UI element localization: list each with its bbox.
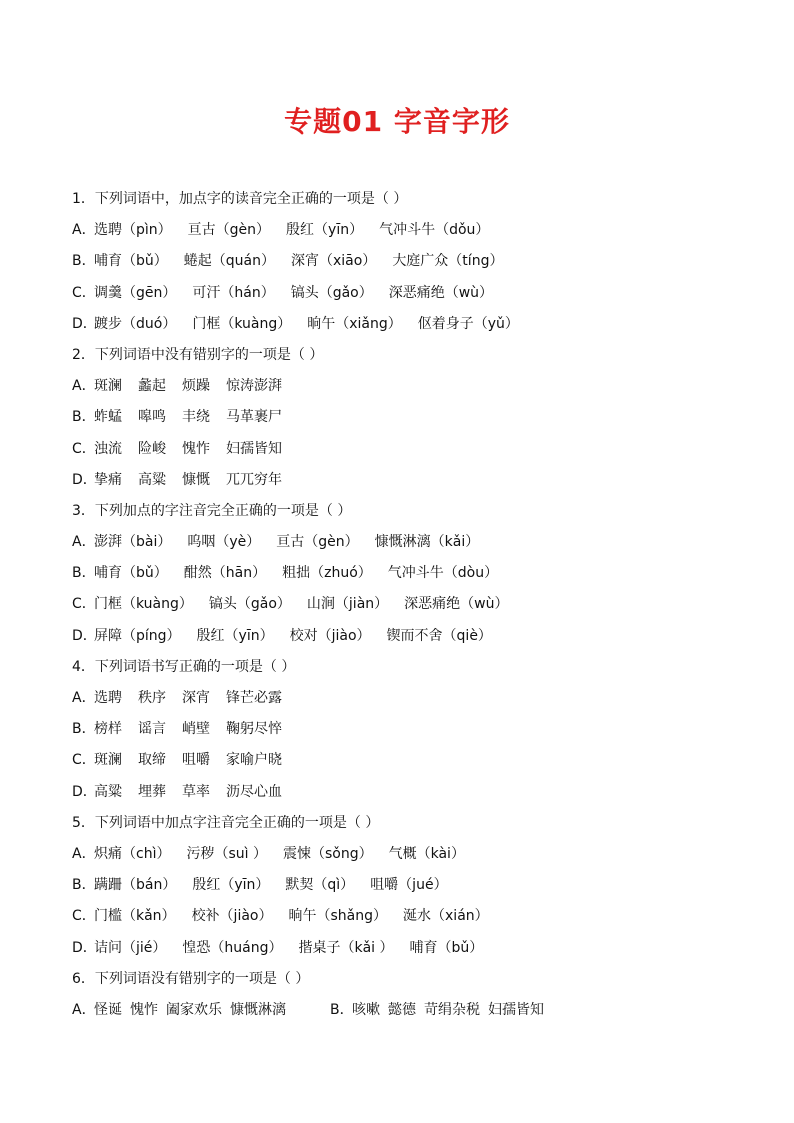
option-word: 呜咽（yè） — [187, 534, 261, 551]
option-word: 草率 — [182, 783, 210, 800]
option-label: C． — [72, 908, 96, 925]
option-word: 澎湃（bài） — [94, 534, 172, 551]
option-word: 险峻 — [138, 440, 166, 457]
option-word: 埋葬 — [138, 783, 166, 800]
option-word: 蜷起（quán） — [183, 253, 275, 270]
option-word: 气冲斗牛（dòu） — [387, 565, 499, 582]
option-label: A． — [72, 534, 96, 551]
option-c — [72, 589, 732, 620]
option-word: 浊流 — [94, 440, 122, 457]
option-label: D． — [72, 315, 97, 332]
option-word: 哺育（bǔ） — [94, 253, 168, 270]
option-d — [72, 777, 732, 808]
question-stem: 1．下列词语中，加点字的读音完全正确的一项是（ ） — [72, 191, 408, 207]
option-word: 选聘 — [94, 690, 122, 706]
option-word: 锲而不舍（qiè） — [386, 627, 492, 644]
option-word: 门框（kuàng） — [192, 315, 292, 332]
option-word: 鞠躬尽悴 — [226, 721, 282, 738]
option-d — [72, 621, 732, 652]
option-word: 阖家欢乐 — [166, 1001, 222, 1018]
option-word: 哺育（bǔ） — [94, 565, 168, 582]
option-c — [72, 278, 732, 309]
option-a — [72, 839, 732, 870]
option-word: 镐头（gǎo） — [208, 596, 291, 613]
option-d — [72, 465, 732, 496]
question-stem: 3．下列加点的字注音完全正确的一项是（ ） — [72, 502, 352, 519]
option-word: 震悚（sǒng） — [282, 845, 373, 862]
question-stem: 6．下列词语没有错别字的一项是（ ） — [72, 970, 310, 987]
option-word: 斑澜 — [94, 752, 122, 769]
option-a — [72, 215, 732, 246]
option-word: 秩序 — [138, 690, 166, 706]
option-word: 懿德 — [388, 1001, 416, 1018]
option-label: D． — [72, 939, 97, 956]
question-stem: 4．下列词语书写正确的一项是（ ） — [72, 658, 296, 675]
option-word: 大庭广众（tíng） — [392, 253, 504, 270]
question-list — [72, 184, 732, 1026]
option-word: 蹒跚（bán） — [94, 877, 177, 894]
option-word: 门槛（kǎn） — [94, 908, 176, 925]
option-word: 伛着身子（yǔ） — [417, 315, 519, 332]
option-word: 诘问（jié） — [94, 939, 167, 956]
option-word: 取缔 — [138, 752, 166, 769]
option-b — [72, 870, 732, 901]
option-label: B． — [72, 253, 96, 270]
option-word: 兀兀穷年 — [226, 471, 282, 488]
option-word: 愧怍 — [130, 1001, 158, 1018]
option-d — [72, 933, 732, 964]
option-word: 蠡起 — [138, 378, 166, 395]
option-row-ab — [72, 995, 732, 1026]
option-word: 妇孺皆知 — [226, 440, 282, 457]
option-label: C． — [72, 596, 96, 613]
option-label: B． — [72, 409, 96, 426]
option-word: 斑澜 — [94, 378, 122, 395]
option-word: 晌午（shǎng） — [288, 908, 388, 925]
option-label: B． — [72, 565, 96, 582]
option-word: 马革裹尸 — [226, 409, 282, 426]
option-word: 烦躁 — [182, 378, 210, 395]
option-word: 可汗（hán） — [192, 284, 275, 301]
option-word: 深恶痛绝（wù） — [388, 284, 494, 301]
option-word: 慷慨 — [182, 471, 210, 488]
option-label: A． — [72, 1001, 96, 1018]
option-label: B． — [72, 721, 96, 738]
option-word: 锋芒必露 — [226, 690, 282, 706]
option-label: D． — [72, 471, 97, 488]
option-b — [72, 246, 732, 277]
option-word: 调羹（gēn） — [94, 284, 177, 301]
option-label: B． — [72, 877, 96, 894]
option-word: 苛绢杂税 — [424, 1001, 480, 1018]
option-word: 家喻户晓 — [226, 752, 282, 769]
option-d — [72, 309, 732, 340]
option-c — [72, 901, 732, 932]
option-word: 哺育（bǔ） — [409, 939, 484, 956]
option-label: A． — [72, 845, 96, 862]
option-word: 山涧（jiàn） — [306, 596, 389, 613]
option-word: 惶恐（huáng） — [182, 939, 283, 956]
option-word: 屏障（píng） — [94, 627, 181, 644]
option-b — [72, 402, 732, 433]
option-word: 嗥鸣 — [138, 409, 166, 426]
option-label: A． — [72, 378, 96, 395]
option-word: 深恶痛绝（wù） — [404, 596, 509, 613]
option-label: D． — [72, 783, 97, 800]
option-word: 蚱蜢 — [94, 409, 122, 426]
option-word: 亘古（gèn） — [187, 222, 271, 239]
option-word: 揩桌子（kǎi ） — [298, 939, 394, 956]
option-word: 气冲斗牛（dǒu） — [379, 222, 490, 239]
option-word: 殷红（yīn） — [196, 627, 274, 644]
option-label: C． — [72, 440, 96, 457]
option-a — [72, 527, 732, 558]
option-label: D． — [72, 627, 97, 644]
option-word: 炽痛（chì） — [94, 845, 171, 862]
option-word: 咳嗽 — [352, 1001, 380, 1018]
option-word: 镐头（gǎo） — [290, 284, 373, 301]
option-word: 挚痛 — [94, 471, 122, 488]
option-word: 咀嚼（jué） — [370, 877, 448, 894]
option-b — [72, 714, 732, 745]
option-word: 亘古（gèn） — [276, 534, 359, 551]
option-word: 污秽（suì ） — [186, 845, 267, 862]
option-word: 殷红（yīn） — [192, 877, 270, 894]
question-stem: 2．下列词语中没有错别字的一项是（ ） — [72, 346, 324, 363]
option-a — [72, 683, 732, 714]
option-word: 高粱 — [138, 471, 166, 488]
page-title: 专题01 字音字形 — [284, 105, 510, 138]
option-word: 咀嚼 — [182, 752, 210, 769]
option-label: C． — [72, 752, 96, 769]
option-word: 涎水（xián） — [403, 908, 489, 925]
option-word: 愧怍 — [182, 440, 210, 457]
option-c — [72, 434, 732, 465]
question-stem: 5．下列词语中加点字注音完全正确的一项是（ ） — [72, 814, 380, 831]
option-a — [72, 371, 732, 402]
option-word: 深宵（xiāo） — [290, 253, 377, 270]
option-word: 酣然（hān） — [183, 565, 267, 582]
option-word: 慷慨淋漓 — [230, 1001, 286, 1018]
option-word: 谣言 — [138, 721, 166, 738]
option-label: A． — [72, 690, 96, 706]
option-word: 校补（jiào） — [191, 908, 273, 925]
option-label: A． — [72, 222, 96, 239]
option-word: 粗拙（zhuó） — [282, 565, 372, 582]
option-word: 峭壁 — [182, 721, 210, 738]
option-word: 默契（qì） — [285, 877, 355, 894]
option-word: 深宵 — [182, 690, 210, 706]
option-c — [72, 745, 732, 776]
option-word: 门框（kuàng） — [94, 596, 193, 613]
option-word: 选聘（pìn） — [94, 222, 172, 239]
option-label: B． — [330, 1001, 354, 1018]
option-word: 校对（jiào） — [289, 627, 371, 644]
option-word: 惊涛澎湃 — [226, 378, 282, 395]
option-word: 晌午（xiǎng） — [307, 315, 402, 332]
option-word: 高粱 — [94, 783, 122, 800]
option-label: C． — [72, 284, 96, 301]
option-word: 怪诞 — [94, 1001, 122, 1018]
option-word: 妇孺皆知 — [488, 1001, 544, 1018]
option-word: 殷红（yīn） — [286, 222, 364, 239]
option-word: 踱步（duó） — [94, 315, 177, 332]
option-word: 榜样 — [94, 721, 122, 738]
option-word: 沥尽心血 — [226, 783, 282, 800]
option-b — [72, 558, 732, 589]
option-word: 气概（kài） — [388, 845, 465, 862]
option-word: 丰绕 — [182, 409, 210, 426]
option-word: 慷慨淋漓（kǎi） — [374, 534, 480, 551]
